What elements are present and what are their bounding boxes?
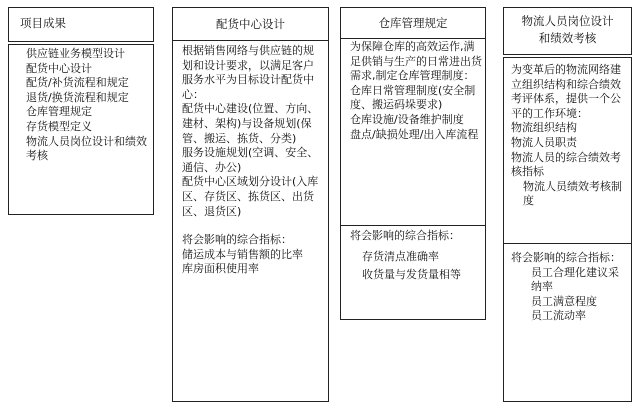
logistics-staff-metrics bbox=[511, 251, 628, 324]
list-item: 为保障仓库的高效运作,满足供销与生产的日常进出货需求,制定仓库管理制度： bbox=[350, 40, 482, 83]
metric-item: 库房面积使用率 bbox=[182, 262, 259, 276]
warehouse-rules-divider bbox=[340, 225, 486, 226]
logistics-staff-header-line2: 和绩效考核 bbox=[538, 31, 597, 45]
column-distribution-center bbox=[172, 7, 329, 402]
column-project-results bbox=[8, 7, 154, 215]
logistics-staff-content bbox=[511, 63, 628, 209]
distribution-center-header: 配货中心设计 bbox=[216, 17, 285, 31]
list-item: 物流人员绩效考核制度 bbox=[523, 179, 622, 208]
warehouse-rules-metrics bbox=[350, 229, 482, 283]
logistics-staff-header-line1: 物流人员岗位设计 bbox=[521, 14, 614, 28]
list-item: 供应链业务模型设计 bbox=[26, 47, 125, 60]
metric-item: 存货清点准确率 bbox=[362, 249, 439, 263]
metric-item: 员工满意程度 bbox=[531, 294, 597, 308]
list-item: 物流人员的综合绩效考核指标 bbox=[511, 150, 621, 179]
list-item: 配货中心设计 bbox=[26, 61, 92, 75]
list-item: 物流人员岗位设计和绩效考核 bbox=[26, 134, 147, 163]
list-item: 仓库设施/设备维护制度 bbox=[350, 112, 464, 126]
metric-item: 员工合理化建议采纳率 bbox=[531, 265, 619, 294]
metrics-label: 将会影响的综合指标： bbox=[350, 229, 460, 242]
project-results-list bbox=[26, 47, 150, 164]
list-item: 配货/补货流程和规定 bbox=[26, 76, 129, 90]
list-item: 仓库日常管理制度(安全制度、搬运码垛要求) bbox=[350, 83, 476, 112]
logistics-staff-header bbox=[503, 13, 632, 47]
metric-item: 储运成本与销售额的比率 bbox=[182, 247, 303, 261]
list-item: 盘点/缺损处理/出入库流程 bbox=[350, 127, 479, 141]
list-item: 服务设施规划(空调、安全、通信、办公) bbox=[182, 146, 319, 174]
warehouse-rules-content bbox=[350, 40, 482, 142]
distribution-center-content bbox=[182, 44, 324, 277]
warehouse-rules-header: 仓库管理规定 bbox=[378, 16, 448, 30]
list-item: 物流人员职责 bbox=[511, 135, 577, 149]
metric-item: 收货量与发货量相等 bbox=[362, 268, 461, 282]
column-logistics-staff bbox=[503, 7, 632, 402]
list-item: 根据销售网络与供应链的规划和设计要求，以满足客户服务水平为目标设计配货中心： bbox=[182, 44, 314, 101]
metric-item: 员工流动率 bbox=[531, 309, 586, 323]
list-item: 存货模型定义 bbox=[26, 119, 92, 133]
list-item: 为变革后的物流网络建立组织结构和综合绩效考评体系，提供一个公平的工作环境： bbox=[511, 63, 621, 120]
metrics-label: 将会影响的综合指标： bbox=[511, 251, 621, 264]
list-item: 配货中心区域划分设计(入库区、存货区、拣货区、出货区、退货区) bbox=[182, 175, 319, 218]
column-warehouse-rules bbox=[340, 7, 486, 320]
list-item: 仓库管理规定 bbox=[26, 105, 92, 119]
metrics-label: 将会影响的综合指标： bbox=[182, 233, 292, 247]
project-results-header: 项目成果 bbox=[20, 16, 66, 30]
list-item: 配货中心建设(位置、方向、建材、架构)与设备规划(保管、搬运、拣货、分类) bbox=[182, 102, 319, 145]
list-item: 物流组织结构 bbox=[511, 121, 577, 135]
list-item: 退货/换货流程和规定 bbox=[26, 90, 129, 104]
logistics-staff-divider bbox=[503, 243, 632, 244]
